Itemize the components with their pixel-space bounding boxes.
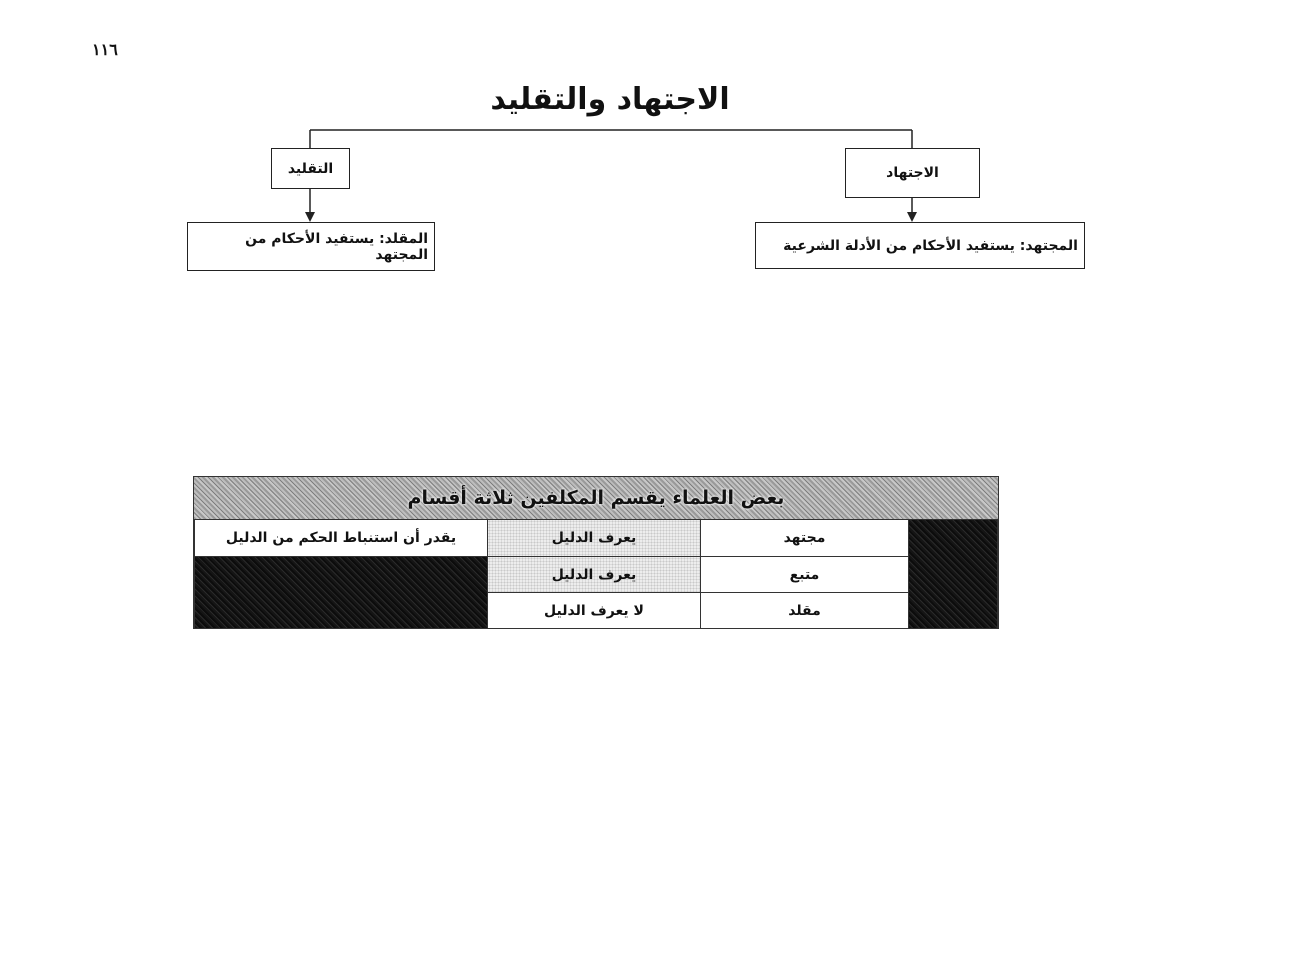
taqlid-box bbox=[271, 148, 350, 189]
table-cell-knowledge bbox=[487, 592, 701, 629]
table-cell-knowledge bbox=[487, 519, 701, 557]
cell-text: يعرف الدليل bbox=[551, 530, 637, 546]
cell-text: يعرف الدليل bbox=[551, 566, 637, 583]
ijtihad-label: الاجتهاد bbox=[886, 165, 939, 181]
mujtahid-definition: المجتهد: يستفيد الأحكام من الأدلة الشرعية bbox=[783, 237, 1078, 254]
classification-table bbox=[193, 476, 999, 629]
side-shaded-column bbox=[908, 519, 998, 629]
table-cell-type bbox=[700, 556, 909, 593]
ijtihad-box bbox=[845, 148, 980, 198]
cell-text: مقلد bbox=[788, 602, 821, 619]
shaded-block bbox=[194, 556, 488, 629]
table-cell-ability bbox=[194, 519, 488, 557]
table-header-text: بعض العلماء يقسم المكلفين ثلاثة أقسام bbox=[407, 487, 785, 509]
cell-text: متبع bbox=[789, 566, 820, 583]
taqlid-label: التقليد bbox=[287, 160, 334, 177]
muqallid-definition: المقلد: يستفيد الأحكام من المجتهد bbox=[245, 230, 428, 263]
page-number: ١١٦ bbox=[92, 40, 118, 59]
table-cell-knowledge bbox=[487, 556, 701, 593]
page-title: الاجتهاد والتقليد bbox=[490, 82, 730, 117]
muqallid-definition-box bbox=[187, 222, 435, 271]
arrow-down-icon bbox=[305, 212, 315, 222]
mujtahid-definition-box bbox=[755, 222, 1085, 269]
cell-text: لا يعرف الدليل bbox=[544, 602, 644, 619]
cell-text: يقدر أن استنباط الحكم من الدليل bbox=[225, 530, 457, 546]
table-cell-type bbox=[700, 592, 909, 629]
cell-text: مجتهد bbox=[783, 530, 826, 546]
table-cell-type bbox=[700, 519, 909, 557]
table-header bbox=[194, 477, 998, 519]
arrow-down-icon bbox=[907, 212, 917, 222]
